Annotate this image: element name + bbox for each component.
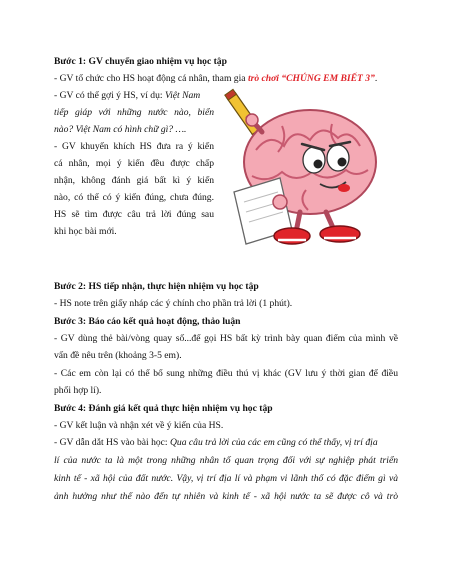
step1-line1-text: - GV tổ chức cho HS hoạt động cá nhân, tham gia — [54, 73, 248, 84]
step1-enc5: HS sẽ tìm được câu trả lời đúng sau — [54, 209, 214, 220]
step4-line2 — [54, 436, 378, 449]
step1-line1-end: . — [374, 73, 378, 84]
step4-line5: ảnh hưởng như thế nào đến tự nhiên và kinh tế - xã hội nước ta sẽ được cô và trò — [54, 491, 398, 502]
step1-enc1: - GV khuyến khích HS đưa ra ý kiến — [54, 141, 214, 152]
step1-enc4: nào, có thể có ý kiến đúng, chưa đúng. — [54, 192, 214, 203]
step1-line2-question: Việt Nam — [164, 90, 201, 101]
step1-line3: tiếp giáp với những nước nào, biển — [54, 107, 214, 118]
step1-enc6: khi học bài mới. — [54, 226, 117, 237]
step3-line1: - GV dùng thẻ bài/vòng quay số...để gọi HS bất kỳ trình bày quan điểm của mình về — [54, 333, 398, 344]
step3-line2: vấn đề nêu trên (khoảng 3-5 em). — [54, 350, 182, 361]
step3-line4: phối hợp lí). — [54, 385, 102, 396]
step2-heading: Bước 2: HS tiếp nhận, thực hiện nhiệm vụ học tập — [54, 281, 259, 292]
step4-line3: lí của nước ta là một trong những nhân tố quan trọng đối với sự nghiệp phát triển — [54, 455, 398, 466]
step2-line1: - HS note trên giấy nháp các ý chính cho phần trả lời (1 phút). — [54, 298, 293, 309]
step1-heading: Bước 1: GV chuyển giao nhiệm vụ học tập — [54, 56, 227, 67]
step4-line4: kinh tế - xã hội của đất nước. Vậy, vị trí địa lí và phạm vi lãnh thổ có đặc điểm gì và — [54, 473, 398, 484]
step1-line2-text: - GV có thể gợi ý HS, ví dụ: — [54, 90, 165, 101]
step1-line2 — [54, 89, 200, 102]
thinking-brain-icon — [222, 80, 378, 252]
step4-line2-text: - GV dẫn dắt HS vào bài học: — [54, 437, 170, 448]
step1-line4: nào? Việt Nam có hình chữ gì? …. — [54, 124, 187, 135]
step3-line3: - Các em còn lại có thể bổ sung những điều thú vị khác (GV lưu ý thời gian để điều — [54, 368, 398, 379]
step4-heading: Bước 4: Đánh giá kết quả thực hiện nhiệm vụ học tập — [54, 403, 273, 414]
game-title: trò chơi “CHÚNG EM BIẾT 3” — [247, 73, 375, 84]
step3-heading: Bước 3: Báo cáo kết quả hoạt động, thảo luận — [54, 316, 241, 327]
step1-enc3: nhận, không đánh giá bất kì ý kiến — [54, 175, 214, 186]
step4-line1: - GV kết luận và nhận xét về ý kiến của HS. — [54, 420, 224, 431]
step1-enc2: cá nhân, mọi ý kiến đều được chấp — [54, 158, 214, 169]
step4-line2-italic: Qua câu trả lời của các em cũng có thể thấy, vị trí địa — [170, 437, 378, 448]
